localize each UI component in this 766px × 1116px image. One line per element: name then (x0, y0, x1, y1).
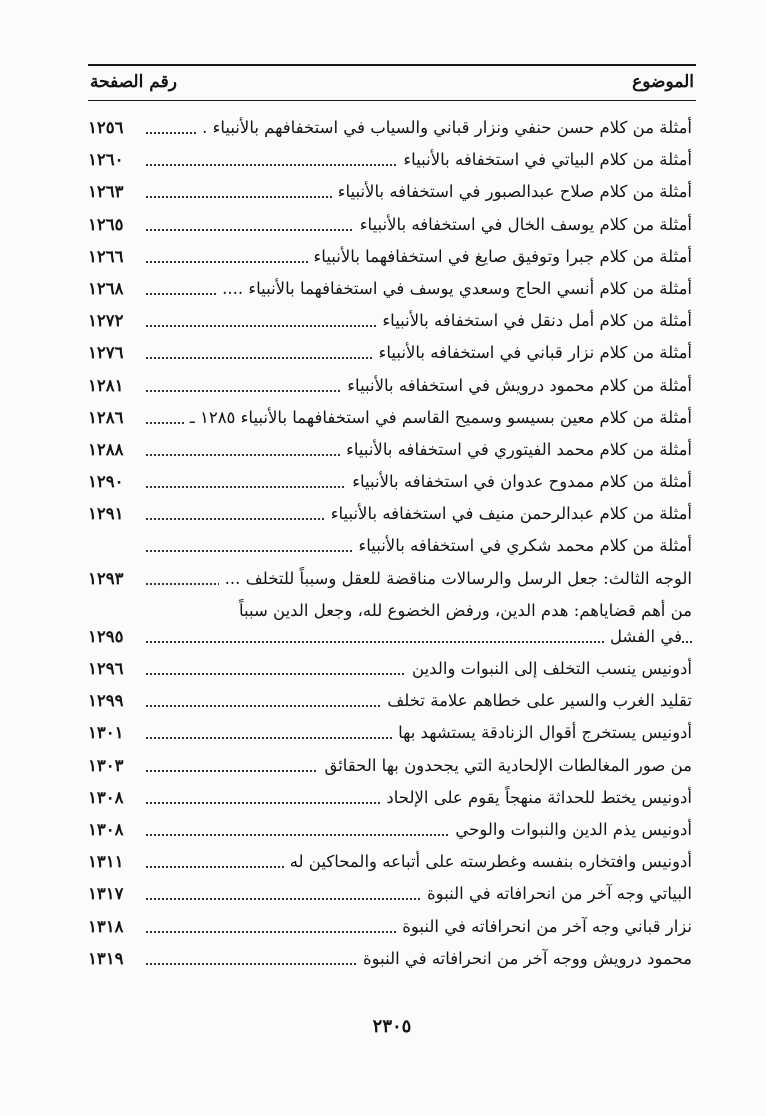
toc-entry-title: أمثلة من كلام نزار قباني في استخفافه بالأنبياء (373, 343, 692, 362)
toc-entry-page: ١٣٠٨ (88, 820, 127, 839)
toc-entry-title: أمثلة من كلام أنسي الحاج وسعدي يوسف في استخفافهما بالأنبياء .... (216, 279, 692, 298)
toc-entry-title: أمثلة من كلام حسن حنفي ونزار قباني والسياب في استخفافهم بالأنبياء . (196, 118, 692, 137)
toc-entry (88, 913, 696, 945)
toc-entry (88, 404, 696, 436)
toc-entry-page: ١٢٨٦ (88, 408, 127, 427)
toc-entry (88, 532, 696, 564)
toc-entry (88, 816, 696, 848)
toc-entry-title: أدونيس وافتخاره بنفسه وغطرسته على أتباعه والمحاكين له (284, 852, 692, 871)
toc-entry-page: ١٣١١ (88, 852, 127, 871)
toc-entry-page: ١٣١٨ (88, 917, 127, 936)
toc-entry (88, 623, 696, 655)
toc-entry-title: أمثلة من كلام محمد شكري في استخفافه بالأنبياء (352, 536, 692, 555)
toc-entry (88, 178, 696, 210)
toc-entry-title: أمثلة من كلام محمد الفيتوري في استخفافه بالأنبياء (340, 440, 692, 459)
toc-entry-title: أمثلة من كلام عبدالرحمن منيف في استخفافه بالأنبياء (325, 504, 692, 523)
toc-entry (88, 339, 696, 371)
toc-entry-title: أمثلة من كلام يوسف الخال في استخفافه بالأنبياء (354, 215, 692, 234)
toc-entry-title: أمثلة من كلام البياتي في استخفافه بالأنبياء (397, 150, 692, 169)
toc-entry-title: أمثلة من كلام محمود درويش في استخفافه بالأنبياء (341, 376, 692, 395)
toc-entry (88, 243, 696, 275)
toc-entry-page: ١٢٩١ (88, 504, 127, 523)
toc-entry-page: ١٢٦٥ (88, 215, 127, 234)
toc-entry-page: ١٢٨١ (88, 376, 127, 395)
toc-entry-page: ١٢٦٠ (88, 150, 127, 169)
toc-entry-page: ١٣١٧ (88, 884, 127, 903)
toc-entry (88, 945, 696, 977)
toc-entry-page: ١٣٠٨ (88, 788, 127, 807)
toc-entry (88, 655, 696, 687)
toc-entry-page: ١٢٦٦ (88, 247, 127, 266)
toc-entry-title: أدونيس يختط للحداثة منهجاً يقوم على الإلحاد (380, 788, 692, 807)
toc-entry (88, 211, 696, 243)
document-page (88, 40, 696, 1080)
toc-entry (88, 436, 696, 468)
toc-entry-title: أمثلة من كلام معين بسيسو وسميح القاسم في استخفافهما بالأنبياء ١٢٨٥ ـ (184, 408, 692, 427)
toc-entry (88, 565, 696, 597)
toc-entry (88, 880, 696, 912)
toc-entry-page: ١٢٥٦ (88, 118, 127, 137)
toc-entry-title: أمثلة من كلام أمل دنقل في استخفافه بالأنبياء (376, 311, 692, 330)
toc-entry-title: أمثلة من كلام جبرا وتوفيق صايغ في استخفافهما بالأنبياء (308, 247, 692, 266)
toc-entry (88, 719, 696, 751)
toc-entry (88, 146, 696, 178)
table-of-contents (88, 114, 696, 977)
toc-entry-title: محمود درويش ووجه آخر من انحرافاته في النبوة (357, 949, 692, 968)
toc-entry-page: ١٣١٩ (88, 949, 127, 968)
toc-header (88, 64, 696, 101)
toc-entry-title: نزار قباني وجه آخر من انحرافاته في النبوة (396, 917, 692, 936)
toc-entry (88, 372, 696, 404)
toc-entry (88, 307, 696, 339)
toc-entry (88, 752, 696, 784)
toc-entry (88, 687, 696, 719)
toc-entry-page: ١٢٩٣ (88, 569, 127, 588)
toc-entry-page: ١٢٦٣ (88, 182, 127, 201)
toc-entry-title: أدونيس يذم الدين والنبوات والوحي (449, 820, 692, 839)
toc-entry (88, 597, 696, 623)
toc-entry-title: من أهم قضاياهم: هدم الدين، ورفض الخضوع لله، وجعل الدين سبباً (233, 601, 692, 620)
toc-entry-title: أمثلة من كلام ممدوح عدوان في استخفافه بالأنبياء (346, 472, 692, 491)
toc-entry (88, 468, 696, 500)
toc-entry-page: ١٢٩٦ (88, 659, 127, 678)
toc-entry-title: الوجه الثالث: جعل الرسل والرسالات مناقضة للعقل وسبباً للتخلف ... (219, 569, 692, 588)
toc-entry (88, 848, 696, 880)
toc-entry-page: ١٢٩٥ (88, 627, 127, 646)
toc-entry-page: ١٢٦٨ (88, 279, 127, 298)
toc-entry-title: أمثلة من كلام صلاح عبدالصبور في استخفافه بالأنبياء (332, 182, 692, 201)
toc-entry-page: ١٢٨٨ (88, 440, 127, 459)
toc-entry-page: ١٢٩٠ (88, 472, 127, 491)
toc-entry-page: ١٢٧٢ (88, 311, 127, 330)
toc-entry (88, 500, 696, 532)
toc-entry-title: أدونيس ينسب التخلف إلى النبوات والدين (406, 659, 692, 678)
toc-entry (88, 784, 696, 816)
toc-entry-title: في الفشل (604, 627, 682, 646)
toc-entry (88, 114, 696, 146)
topic-column-label: الموضوع (632, 72, 694, 92)
toc-entry-title: البياتي وجه آخر من انحرافاته في النبوة (421, 884, 692, 903)
toc-entry-title: من صور المغالطات الإلحادية التي يجحدون بها الحقائق (318, 756, 692, 775)
toc-entry-page: ١٣٠٣ (88, 756, 127, 775)
toc-entry-page: ١٢٩٩ (88, 691, 127, 710)
toc-entry-page: ١٣٠١ (88, 723, 127, 742)
page-number: ٢٣٠٥ (372, 1016, 412, 1037)
toc-entry-title: تقليد الغرب والسير على خطاهم علامة تخلف (381, 691, 692, 710)
toc-entry-page: ١٢٧٦ (88, 343, 127, 362)
page-column-label: رقم الصفحة (90, 72, 177, 92)
toc-entry (88, 275, 696, 307)
toc-entry-title: أدونيس يستخرج أقوال الزنادقة يستشهد بها (392, 723, 692, 742)
